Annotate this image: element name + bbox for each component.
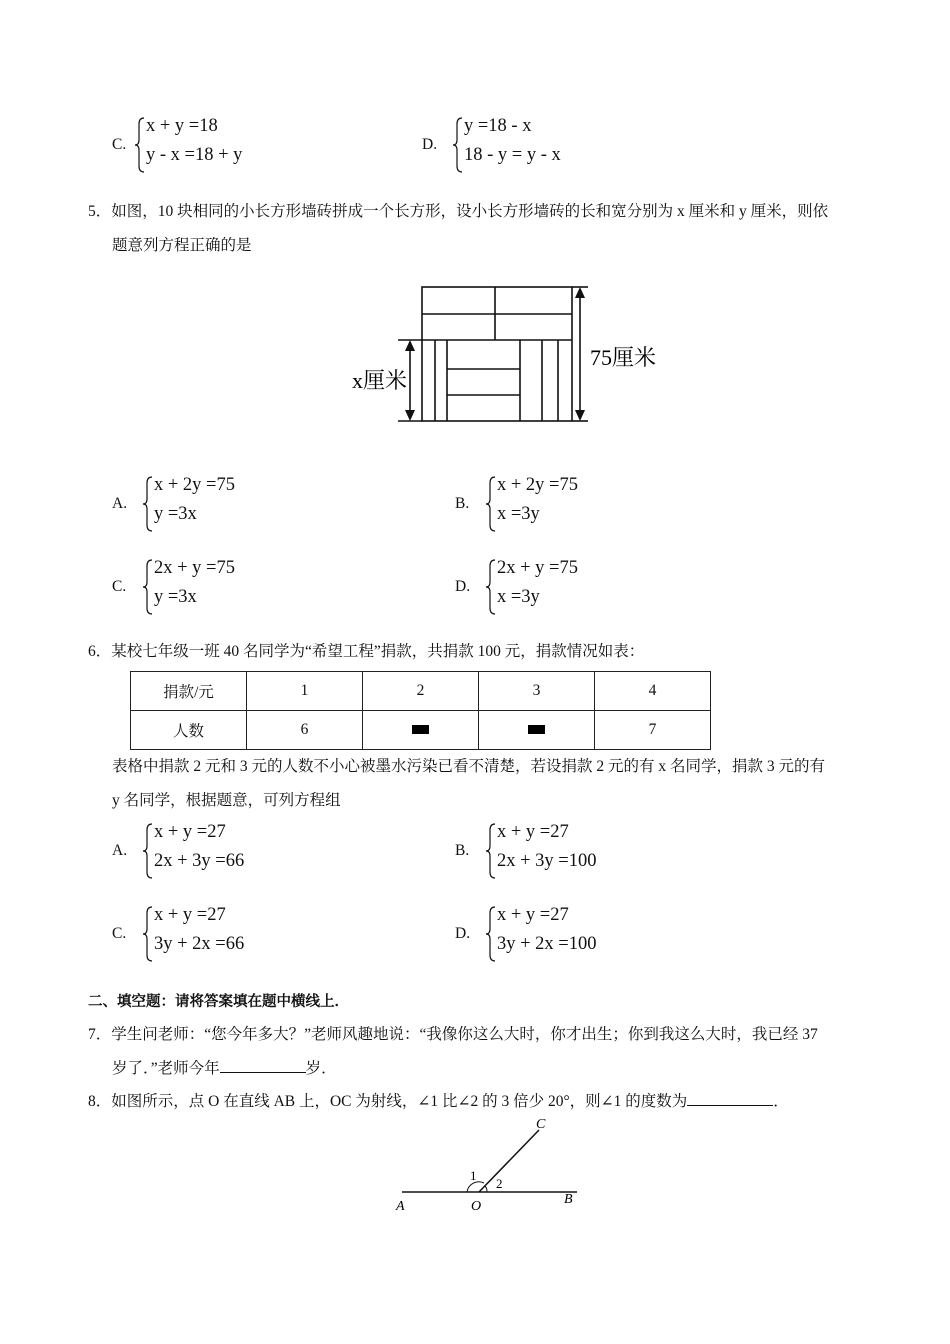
- brace-icon: [485, 558, 497, 616]
- answer-blank[interactable]: [220, 1072, 306, 1073]
- option-label: D.: [455, 578, 471, 595]
- angle-2-arc: [485, 1186, 487, 1192]
- ink-blot-icon: [412, 725, 429, 734]
- q5-stem-line2: 题意列方程正确的是: [112, 237, 252, 254]
- q6-option-c[interactable]: [112, 905, 412, 965]
- q6-option-b[interactable]: [455, 822, 755, 882]
- q6-option-a[interactable]: [112, 822, 412, 882]
- q5-option-b[interactable]: [455, 475, 755, 535]
- q5-option-d[interactable]: [455, 558, 755, 618]
- option-label: D.: [422, 136, 438, 153]
- option-label: A.: [112, 842, 128, 859]
- equation-2: 2x + 3y =100: [497, 851, 597, 871]
- label-x: x厘米: [352, 368, 408, 393]
- option-label: D.: [455, 925, 471, 942]
- equation-1: x + y =18: [146, 116, 218, 136]
- ink-blot-icon: [528, 725, 545, 734]
- equation-1: x + 2y =75: [154, 475, 235, 495]
- brace-icon: [142, 822, 154, 880]
- table-row: [131, 711, 711, 750]
- brace-icon: [485, 475, 497, 533]
- q7-stem-line2: [112, 1052, 337, 1086]
- table-cell: 2: [363, 672, 479, 711]
- label-angle-1: 1: [470, 1168, 477, 1183]
- equation-1: x + y =27: [497, 822, 569, 842]
- brace-icon: [134, 116, 146, 174]
- equation-1: y =18 - x: [464, 116, 532, 136]
- q7-text-b: 岁．: [305, 1060, 337, 1077]
- brace-icon: [485, 822, 497, 880]
- label-o: O: [471, 1199, 482, 1214]
- option-label: C.: [112, 925, 127, 942]
- table-cell: 4: [595, 672, 711, 711]
- equation-2: 3y + 2x =100: [497, 934, 597, 954]
- q5-option-a[interactable]: [112, 475, 412, 535]
- brace-icon: [485, 905, 497, 963]
- q6-desc-line2: y 名同学，根据题意，可列方程组: [112, 792, 341, 809]
- table-cell-ink-blot: [479, 711, 595, 750]
- table-cell: 1: [247, 672, 363, 711]
- brace-icon: [142, 475, 154, 533]
- table-row: [131, 672, 711, 711]
- table-cell: 人数: [131, 711, 247, 750]
- equation-1: x + y =27: [497, 905, 569, 925]
- equation-2: 3y + 2x =66: [154, 934, 245, 954]
- equation-2: 2x + 3y =66: [154, 851, 245, 871]
- brick-figure: [340, 280, 660, 445]
- q6-stem: 6．某校七年级一班 40 名同学为“希望工程”捐款，共捐款 100 元，捐款情况如表：: [88, 643, 645, 660]
- option-label: B.: [455, 842, 470, 859]
- equation-1: 2x + y =75: [154, 558, 235, 578]
- equation-1: x + y =27: [154, 905, 226, 925]
- option-label: A.: [112, 495, 128, 512]
- q4-option-c[interactable]: [112, 116, 412, 176]
- q7-text-a: 岁了．”老师今年: [112, 1060, 220, 1077]
- q7-stem-line1: 7．学生问老师：“您今年多大？”老师风趣地说：“我像你这么大时，你才出生；你到我这么大时，我已经 37: [88, 1026, 818, 1043]
- label-c: C: [536, 1117, 546, 1132]
- answer-blank[interactable]: [687, 1105, 773, 1106]
- q8-text: 8．如图所示，点 O 在直线 AB 上，OC 为射线，∠1 比∠2 的 3 倍少 20°，则∠1 的度数为: [88, 1093, 688, 1110]
- equation-2: x =3y: [497, 504, 540, 524]
- label-angle-2: 2: [496, 1176, 503, 1191]
- q6-desc-line1: 表格中捐款 2 元和 3 元的人数不小心被墨水污染已看不清楚，若设捐款 2 元的有 x 名同学，捐款 3 元的有: [112, 758, 826, 775]
- equation-2: y - x =18 + y: [146, 145, 243, 165]
- q6-option-d[interactable]: [455, 905, 755, 965]
- table-cell: 7: [595, 711, 711, 750]
- brace-icon: [452, 116, 464, 174]
- equation-1: x + 2y =75: [497, 475, 578, 495]
- equation-2: x =3y: [497, 587, 540, 607]
- equation-2: y =3x: [154, 587, 197, 607]
- brace-icon: [142, 558, 154, 616]
- option-label: C.: [112, 136, 127, 153]
- q4-option-d[interactable]: [422, 116, 722, 176]
- equation-2: 18 - y = y - x: [464, 145, 561, 165]
- q5-stem-line1: 5．如图，10 块相同的小长方形墙砖拼成一个长方形，设小长方形墙砖的长和宽分别为 x 厘米和 y 厘米，则依: [88, 203, 829, 220]
- equation-1: x + y =27: [154, 822, 226, 842]
- donation-table: [130, 671, 711, 750]
- outer-rectangle: [422, 287, 572, 421]
- brace-icon: [142, 905, 154, 963]
- label-b: B: [564, 1192, 573, 1207]
- angle-figure: [392, 1112, 592, 1217]
- table-cell-ink-blot: [363, 711, 479, 750]
- equation-1: 2x + y =75: [497, 558, 578, 578]
- option-label: C.: [112, 578, 127, 595]
- table-cell: 3: [479, 672, 595, 711]
- label-75: 75厘米: [590, 345, 657, 370]
- table-cell: 6: [247, 711, 363, 750]
- table-cell: 捐款/元: [131, 672, 247, 711]
- equation-2: y =3x: [154, 504, 197, 524]
- label-a: A: [396, 1199, 405, 1214]
- option-label: B.: [455, 495, 470, 512]
- q5-option-c[interactable]: [112, 558, 412, 618]
- q8-end: ．: [773, 1093, 789, 1110]
- section-heading: 二、填空题：请将答案填在题中横线上．: [88, 994, 349, 1010]
- ray-oc: [479, 1130, 539, 1192]
